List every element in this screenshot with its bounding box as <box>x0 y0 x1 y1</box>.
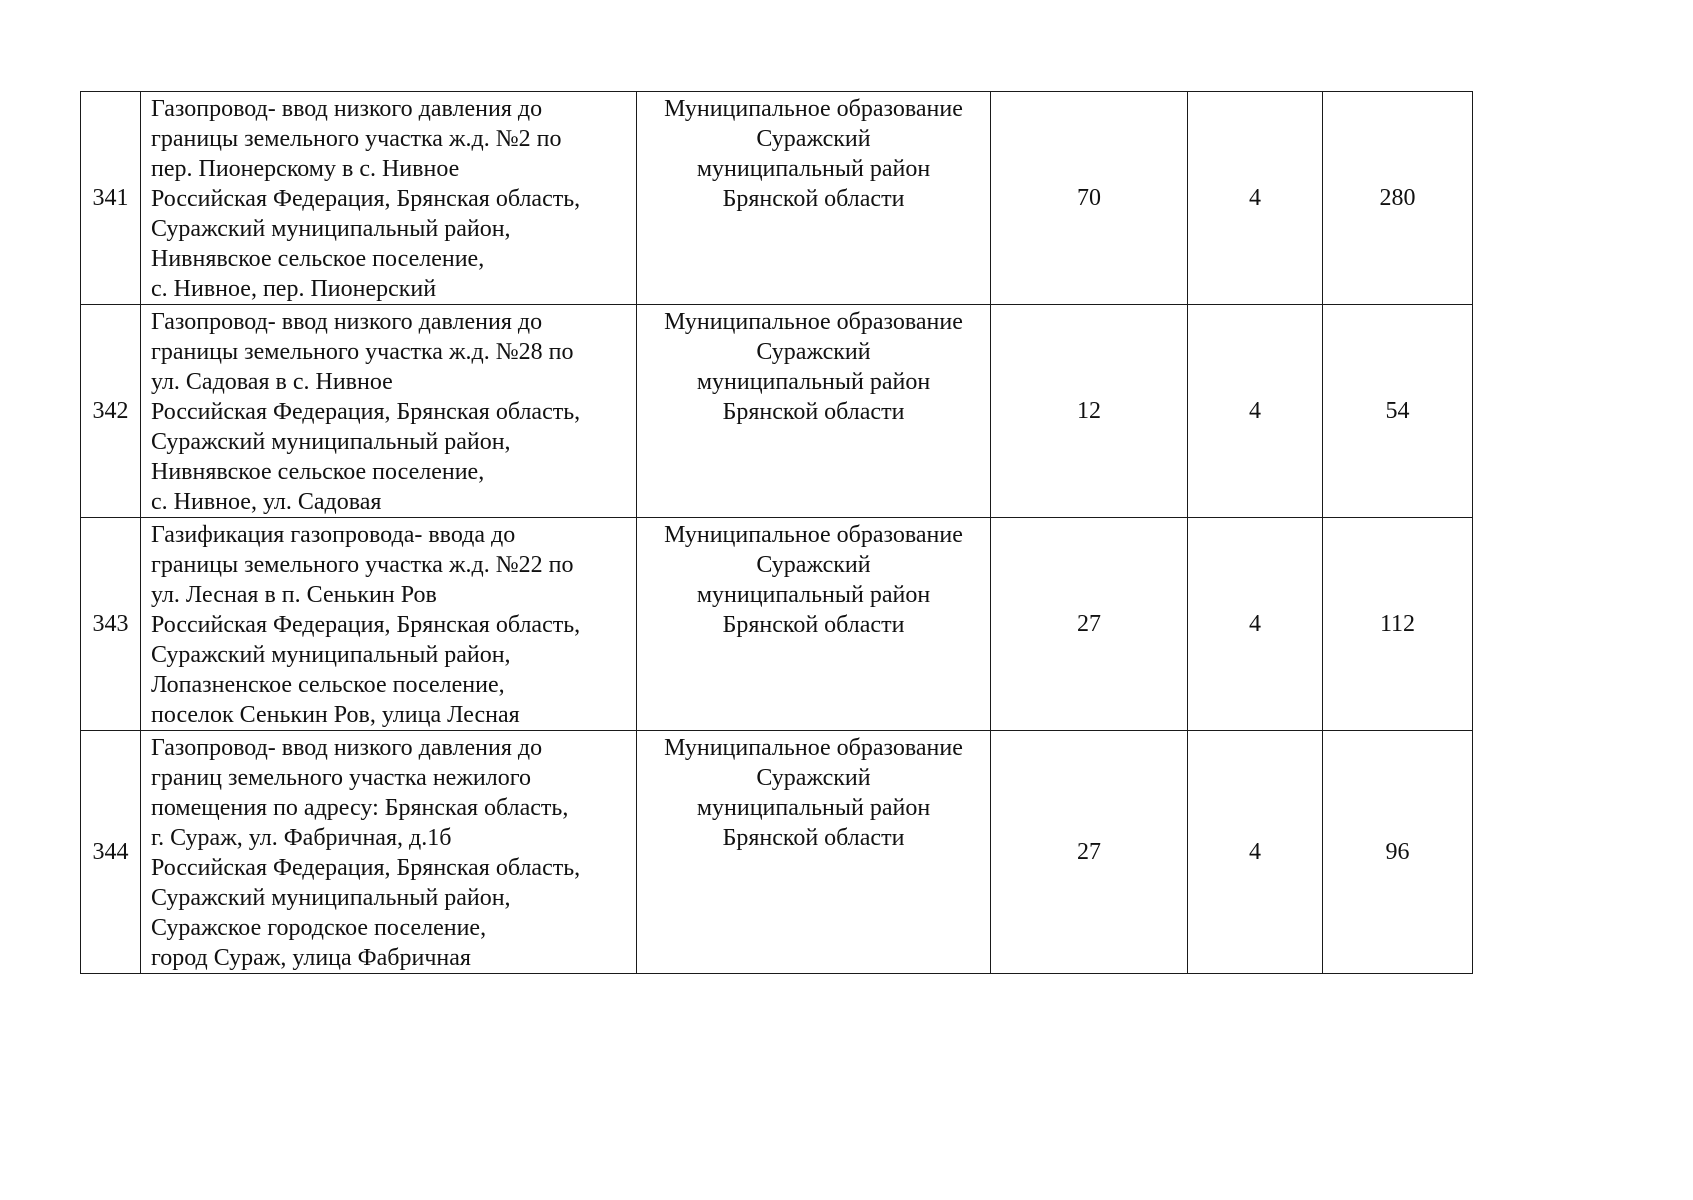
owner-line: Суражский <box>756 552 871 578</box>
length-cell: 27 <box>991 518 1188 731</box>
document-table <box>80 91 1473 974</box>
owner-line: Муниципальное образование <box>664 96 963 122</box>
owner-line: Муниципальное образование <box>664 735 963 761</box>
description-line: Российская Федерация, Брянская область, <box>151 855 581 881</box>
diameter-cell: 4 <box>1188 92 1323 305</box>
owner-cell <box>637 731 991 974</box>
owner-line: Суражский <box>756 765 871 791</box>
description-line: границы земельного участка ж.д. №22 по <box>151 552 574 578</box>
owner-line: Муниципальное образование <box>664 522 963 548</box>
diameter-cell: 4 <box>1188 731 1323 974</box>
owner-line: Муниципальное образование <box>664 309 963 335</box>
cost-cell: 54 <box>1323 305 1473 518</box>
owner-line: Брянской области <box>722 186 905 212</box>
cost-cell: 280 <box>1323 92 1473 305</box>
owner-line: Суражский <box>756 126 871 152</box>
owner-line: Брянской области <box>722 612 905 638</box>
row-number: 343 <box>81 518 141 731</box>
description-line: Нивнявское сельское поселение, <box>151 459 485 485</box>
object-description <box>141 731 637 974</box>
description-line: границы земельного участка ж.д. №28 по <box>151 339 574 365</box>
length-cell: 12 <box>991 305 1188 518</box>
row-number: 342 <box>81 305 141 518</box>
description-line: Газификация газопровода- ввода до <box>151 522 516 548</box>
object-description <box>141 518 637 731</box>
description-line: Лопазненское сельское поселение, <box>151 672 505 698</box>
owner-cell <box>637 92 991 305</box>
owner-line: муниципальный район <box>696 369 931 395</box>
description-line: Российская Федерация, Брянская область, <box>151 399 581 425</box>
table-row <box>81 305 1473 518</box>
description-line: Суражский муниципальный район, <box>151 216 511 242</box>
object-description <box>141 305 637 518</box>
owner-line: Брянской области <box>722 825 905 851</box>
length-cell: 27 <box>991 731 1188 974</box>
description-line: с. Нивное, пер. Пионерский <box>151 276 437 302</box>
description-line: город Сураж, улица Фабричная <box>151 945 471 971</box>
owner-line: Суражский <box>756 339 871 365</box>
table-row <box>81 92 1473 305</box>
description-line: Российская Федерация, Брянская область, <box>151 612 581 638</box>
cost-cell: 96 <box>1323 731 1473 974</box>
description-line: Газопровод- ввод низкого давления до <box>151 735 543 761</box>
length-cell: 70 <box>991 92 1188 305</box>
description-line: с. Нивное, ул. Садовая <box>151 489 382 515</box>
description-line: ул. Садовая в с. Нивное <box>151 369 393 395</box>
description-line: помещения по адресу: Брянская область, <box>151 795 569 821</box>
description-line: Суражское городское поселение, <box>151 915 487 941</box>
table-row <box>81 731 1473 974</box>
description-line: Российская Федерация, Брянская область, <box>151 186 581 212</box>
description-line: Газопровод- ввод низкого давления до <box>151 96 543 122</box>
cost-cell: 112 <box>1323 518 1473 731</box>
owner-cell <box>637 305 991 518</box>
row-number: 341 <box>81 92 141 305</box>
description-line: Нивнявское сельское поселение, <box>151 246 485 272</box>
object-description <box>141 92 637 305</box>
owner-line: муниципальный район <box>696 795 931 821</box>
owner-line: Брянской области <box>722 399 905 425</box>
description-line: границ земельного участка нежилого <box>151 765 531 791</box>
owner-cell <box>637 518 991 731</box>
description-line: Суражский муниципальный район, <box>151 429 511 455</box>
owner-line: муниципальный район <box>696 582 931 608</box>
description-line: Суражский муниципальный район, <box>151 642 511 668</box>
diameter-cell: 4 <box>1188 518 1323 731</box>
description-line: пер. Пионерскому в с. Нивное <box>151 156 460 182</box>
row-number: 344 <box>81 731 141 974</box>
diameter-cell: 4 <box>1188 305 1323 518</box>
description-line: границы земельного участка ж.д. №2 по <box>151 126 562 152</box>
description-line: г. Сураж, ул. Фабричная, д.1б <box>151 825 452 851</box>
description-line: поселок Сенькин Ров, улица Лесная <box>151 702 520 728</box>
table-row <box>81 518 1473 731</box>
owner-line: муниципальный район <box>696 156 931 182</box>
description-line: Суражский муниципальный район, <box>151 885 511 911</box>
description-line: Газопровод- ввод низкого давления до <box>151 309 543 335</box>
description-line: ул. Лесная в п. Сенькин Ров <box>151 582 437 608</box>
